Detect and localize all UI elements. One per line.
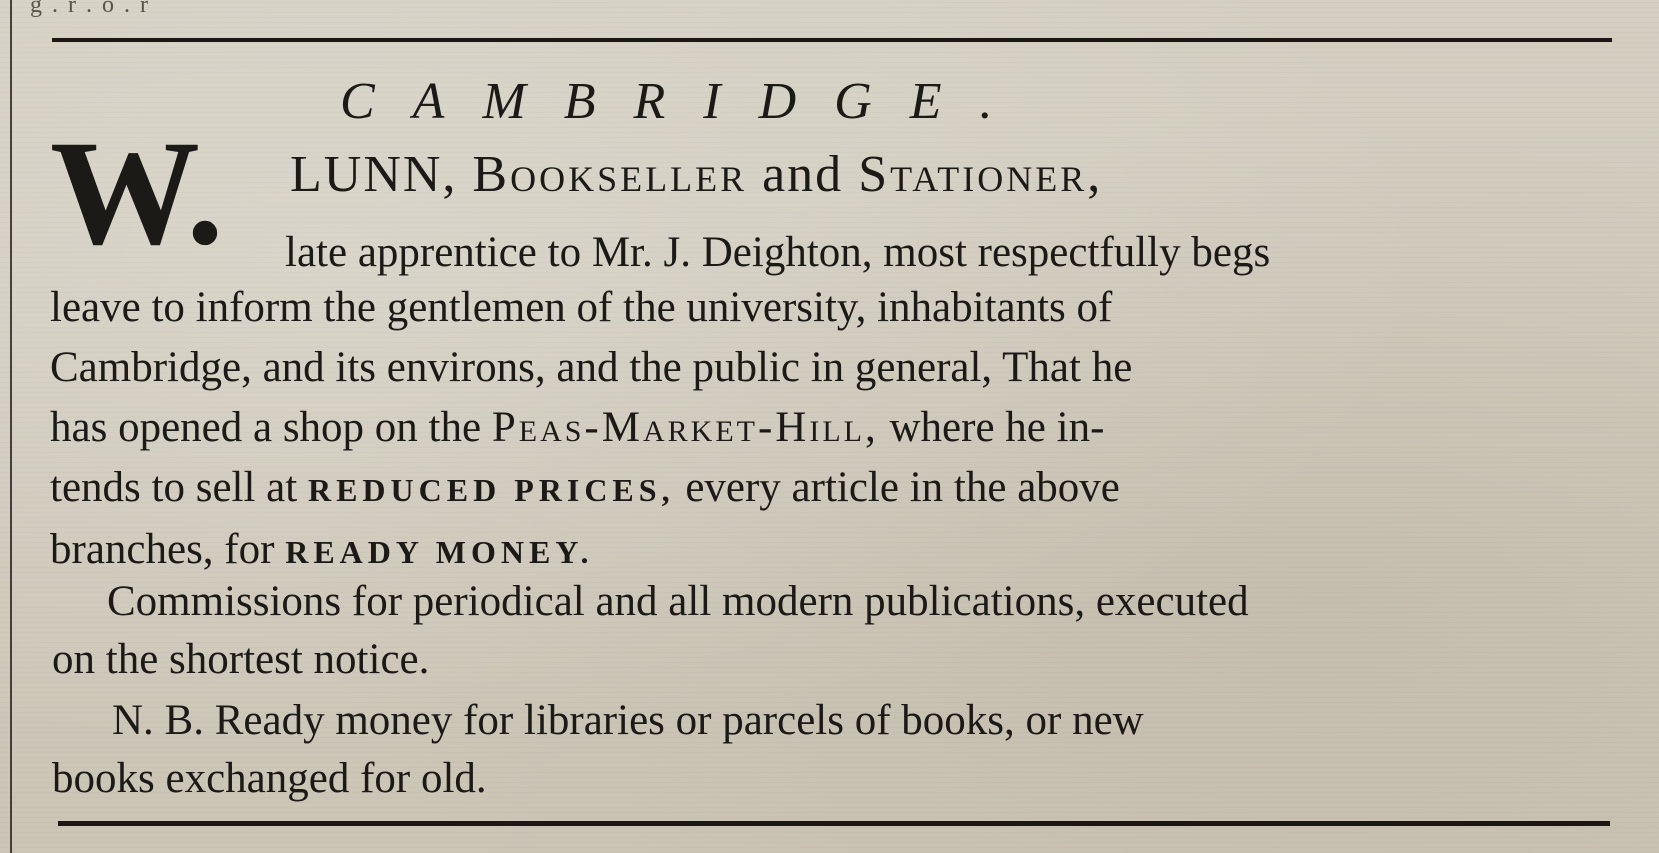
top-rule [52, 38, 1612, 42]
commissions-line-2: on the shortest notice. [52, 636, 430, 683]
advert-heading: CAMBRIDGE. [340, 73, 1031, 130]
drop-cap: W. [50, 110, 224, 276]
advert-reduced-prices: REDUCED PRICES, [307, 472, 675, 508]
advert-line-5 [50, 398, 1610, 458]
bottom-rule [58, 821, 1610, 826]
advert-name: LUNN, [290, 146, 458, 203]
advert-and: and [762, 146, 844, 203]
nb-paragraph [52, 692, 1612, 808]
advert-line-6 [50, 458, 1610, 520]
advert-line-5-a: has opened a shop on the [50, 404, 482, 451]
advert-line-6-b: every article in the above [685, 464, 1120, 511]
advert-place: Peas-Market-Hill, [491, 404, 879, 451]
commissions-paragraph [52, 573, 1612, 689]
advert-body [50, 278, 1610, 582]
advert-line-6-a: tends to sell at [50, 464, 298, 511]
advert-line-2: late apprentice to Mr. J. Deighton, most respectfully begs [285, 229, 1271, 276]
masthead-fragment: g . r . o . r [30, 0, 150, 18]
advert-line-7-a: branches, for [50, 526, 275, 573]
advert-line-1 [290, 146, 1104, 203]
advert-ready-money: READY MONEY. [285, 534, 594, 570]
advert-line-3: leave to inform the gentlemen of the university, inhabitants of [50, 284, 1113, 331]
nb-line-2: books exchanged for old. [52, 755, 487, 802]
advert-title-bookseller: Bookseller [472, 146, 748, 203]
advert-line-5-b: where he in- [889, 404, 1105, 451]
nb-line-1: N. B. Ready money for libraries or parcels of books, or new [112, 697, 1144, 744]
commissions-line-1: Commissions for periodical and all modern publications, executed [107, 578, 1249, 625]
advert-title-stationer: Stationer, [858, 146, 1104, 203]
column-border [10, 0, 12, 853]
advert-line-4: Cambridge, and its environs, and the public in general, That he [50, 344, 1133, 391]
